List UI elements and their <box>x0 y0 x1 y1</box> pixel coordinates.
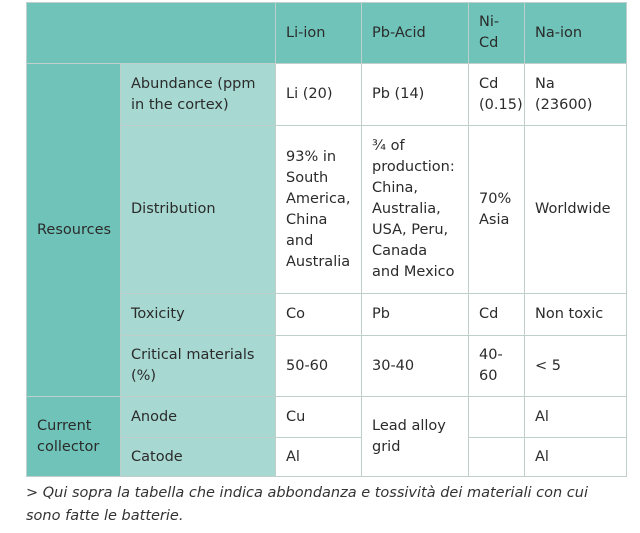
cell-critical-na-ion: < 5 <box>525 336 627 397</box>
cell-critical-pb-acid: 30-40 <box>362 336 469 397</box>
cell-toxicity-li-ion: Co <box>276 294 362 336</box>
header-empty-cell <box>27 3 276 64</box>
cell-toxicity-na-ion: Non toxic <box>525 294 627 336</box>
cell-abundance-ni-cd: Cd (0.15) <box>469 64 525 126</box>
row-label-abundance: Abundance (ppm in the cortex) <box>121 64 276 126</box>
header-li-ion: Li-ion <box>276 3 362 64</box>
row-label-toxicity: Toxicity <box>121 294 276 336</box>
cell-anode-ni-cd <box>469 397 525 438</box>
battery-comparison-table <box>26 2 627 477</box>
table-header-row <box>27 3 627 64</box>
row-label-distribution: Distribution <box>121 126 276 294</box>
cell-abundance-li-ion: Li (20) <box>276 64 362 126</box>
row-label-catode: Catode <box>121 438 276 477</box>
row-label-anode: Anode <box>121 397 276 438</box>
header-na-ion: Na-ion <box>525 3 627 64</box>
cell-catode-ni-cd <box>469 438 525 477</box>
cell-anode-na-ion: Al <box>525 397 627 438</box>
cell-distribution-li-ion: 93% in South America, China and Australia <box>276 126 362 294</box>
cell-current-collector-pb-acid: Lead alloy grid <box>362 397 469 477</box>
cell-distribution-pb-acid: ¾ of production: China, Australia, USA, Peru, Canada and Mexico <box>362 126 469 294</box>
header-ni-cd: Ni-Cd <box>469 3 525 64</box>
cell-anode-li-ion: Cu <box>276 397 362 438</box>
group-label-resources: Resources <box>27 64 121 397</box>
row-label-critical-materials: Critical materials (%) <box>121 336 276 397</box>
cell-toxicity-pb-acid: Pb <box>362 294 469 336</box>
table-row-abundance <box>27 64 627 126</box>
cell-catode-na-ion: Al <box>525 438 627 477</box>
cell-abundance-na-ion: Na (23600) <box>525 64 627 126</box>
cell-abundance-pb-acid: Pb (14) <box>362 64 469 126</box>
group-label-current-collector: Current collector <box>27 397 121 477</box>
cell-distribution-na-ion: Worldwide <box>525 126 627 294</box>
header-pb-acid: Pb-Acid <box>362 3 469 64</box>
cell-distribution-ni-cd: 70% Asia <box>469 126 525 294</box>
cell-toxicity-ni-cd: Cd <box>469 294 525 336</box>
table-caption: > Qui sopra la tabella che indica abbondanza e tossività dei materiali con cui sono fatte le batterie. <box>26 485 588 524</box>
table-row-anode <box>27 397 627 438</box>
cell-critical-li-ion: 50-60 <box>276 336 362 397</box>
cell-catode-li-ion: Al <box>276 438 362 477</box>
cell-critical-ni-cd: 40-60 <box>469 336 525 397</box>
